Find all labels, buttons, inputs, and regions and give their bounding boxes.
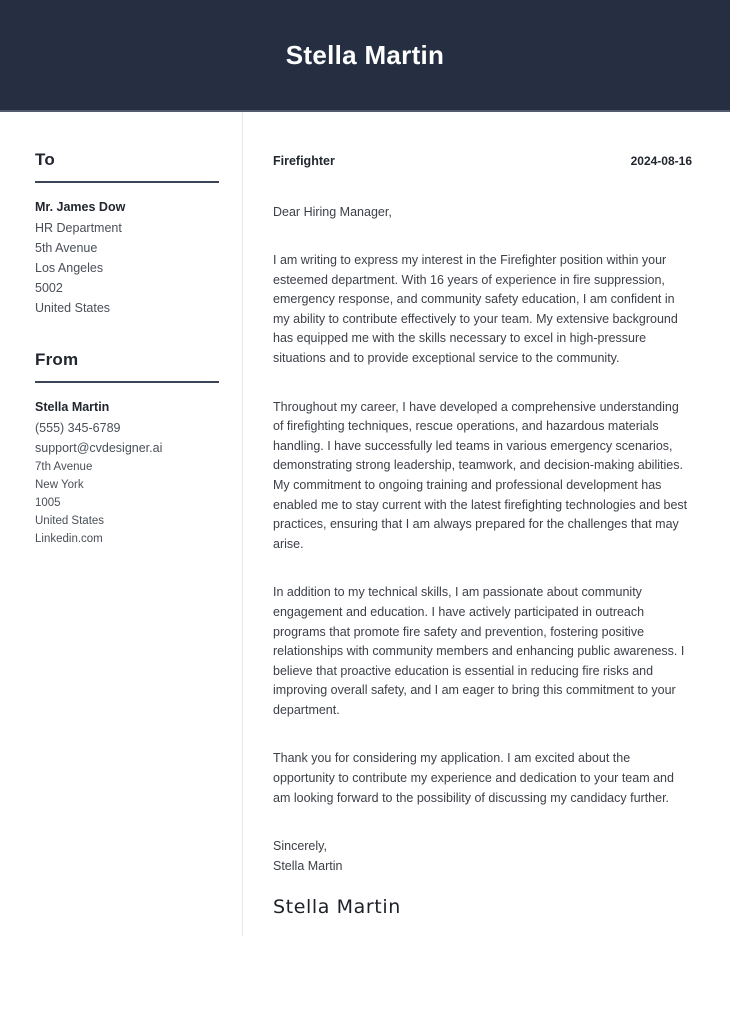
header-banner	[0, 0, 730, 112]
applicant-name-header: Stella Martin	[285, 39, 445, 70]
to-heading: To	[35, 150, 55, 169]
sender-name: Stella Martin	[35, 400, 110, 414]
letter-content	[0, 112, 730, 936]
recipient-line: 5002	[35, 281, 63, 295]
to-heading-rule	[35, 181, 219, 183]
from-heading: From	[35, 350, 79, 369]
letter-paragraph: Throughout my career, I have developed a comprehensive understanding of firefighting techniques, rescue operations, and hazardous materials handling. I have successfully led teams in various emergency scenarios, demonstrating strong leadership, teamwork, and decision-making abilities. My commitment to ongoing training and professional development has enabled me to stay current with the latest firefighting technologies and best practices, ensuring that I am always prepared for the challenges that may arise.	[273, 399, 688, 551]
letter-paragraph: Thank you for considering my application. I am excited about the opportunity to contribute my experience and dedication to your team and am looking forward to the possibility of discussing my candidacy further.	[273, 751, 674, 805]
closing-name: Stella Martin	[273, 858, 343, 873]
sidebar	[0, 112, 242, 548]
recipient-line: HR Department	[35, 221, 122, 235]
sender-phone: (555) 345-6789	[35, 421, 121, 435]
letter-date: 2024-08-16	[630, 154, 692, 168]
sender-line: 1005	[35, 497, 61, 509]
salutation: Dear Hiring Manager,	[273, 205, 392, 219]
sender-website: Linkedin.com	[35, 533, 103, 545]
recipient-line: 5th Avenue	[35, 241, 98, 255]
letter-paragraph: In addition to my technical skills, I am passionate about community engagement and education. I have actively participated in outreach programs that promote fire safety and prevention, fostering positive relationships with community members and enhancing public awareness. I believe that proactive education is essential in reducing fire risks and improving overall safety, and I am eager to bring this commitment to your department.	[273, 585, 685, 717]
recipient-line: United States	[35, 301, 111, 315]
letter-body	[243, 112, 730, 918]
recipient-line: Los Angeles	[35, 261, 104, 275]
letter-paragraph: I am writing to express my interest in the Firefighter position within your esteemed department. With 16 years of experience in fire suppression, emergency response, and community safety education, I am confident in my ability to contribute effectively to your team. My extensive background has equipped me with the skills necessary to excel in high-pressure situations and to provide exceptional service to the community.	[273, 253, 678, 365]
recipient-name: Mr. James Dow	[35, 200, 126, 214]
from-heading-rule	[35, 381, 219, 383]
to-section	[35, 150, 218, 318]
letter-meta-row	[273, 154, 692, 168]
sender-line: United States	[35, 515, 105, 527]
from-section	[35, 350, 218, 548]
closing-salutation: Sincerely,	[273, 839, 327, 854]
sender-line: 7th Avenue	[35, 461, 93, 473]
sidebar-spacer	[35, 318, 218, 350]
sender-email: support@cvdesigner.ai	[35, 441, 163, 455]
signature: Stella Martin	[273, 896, 401, 919]
job-title: Firefighter	[273, 154, 335, 168]
sender-line: New York	[35, 479, 84, 491]
